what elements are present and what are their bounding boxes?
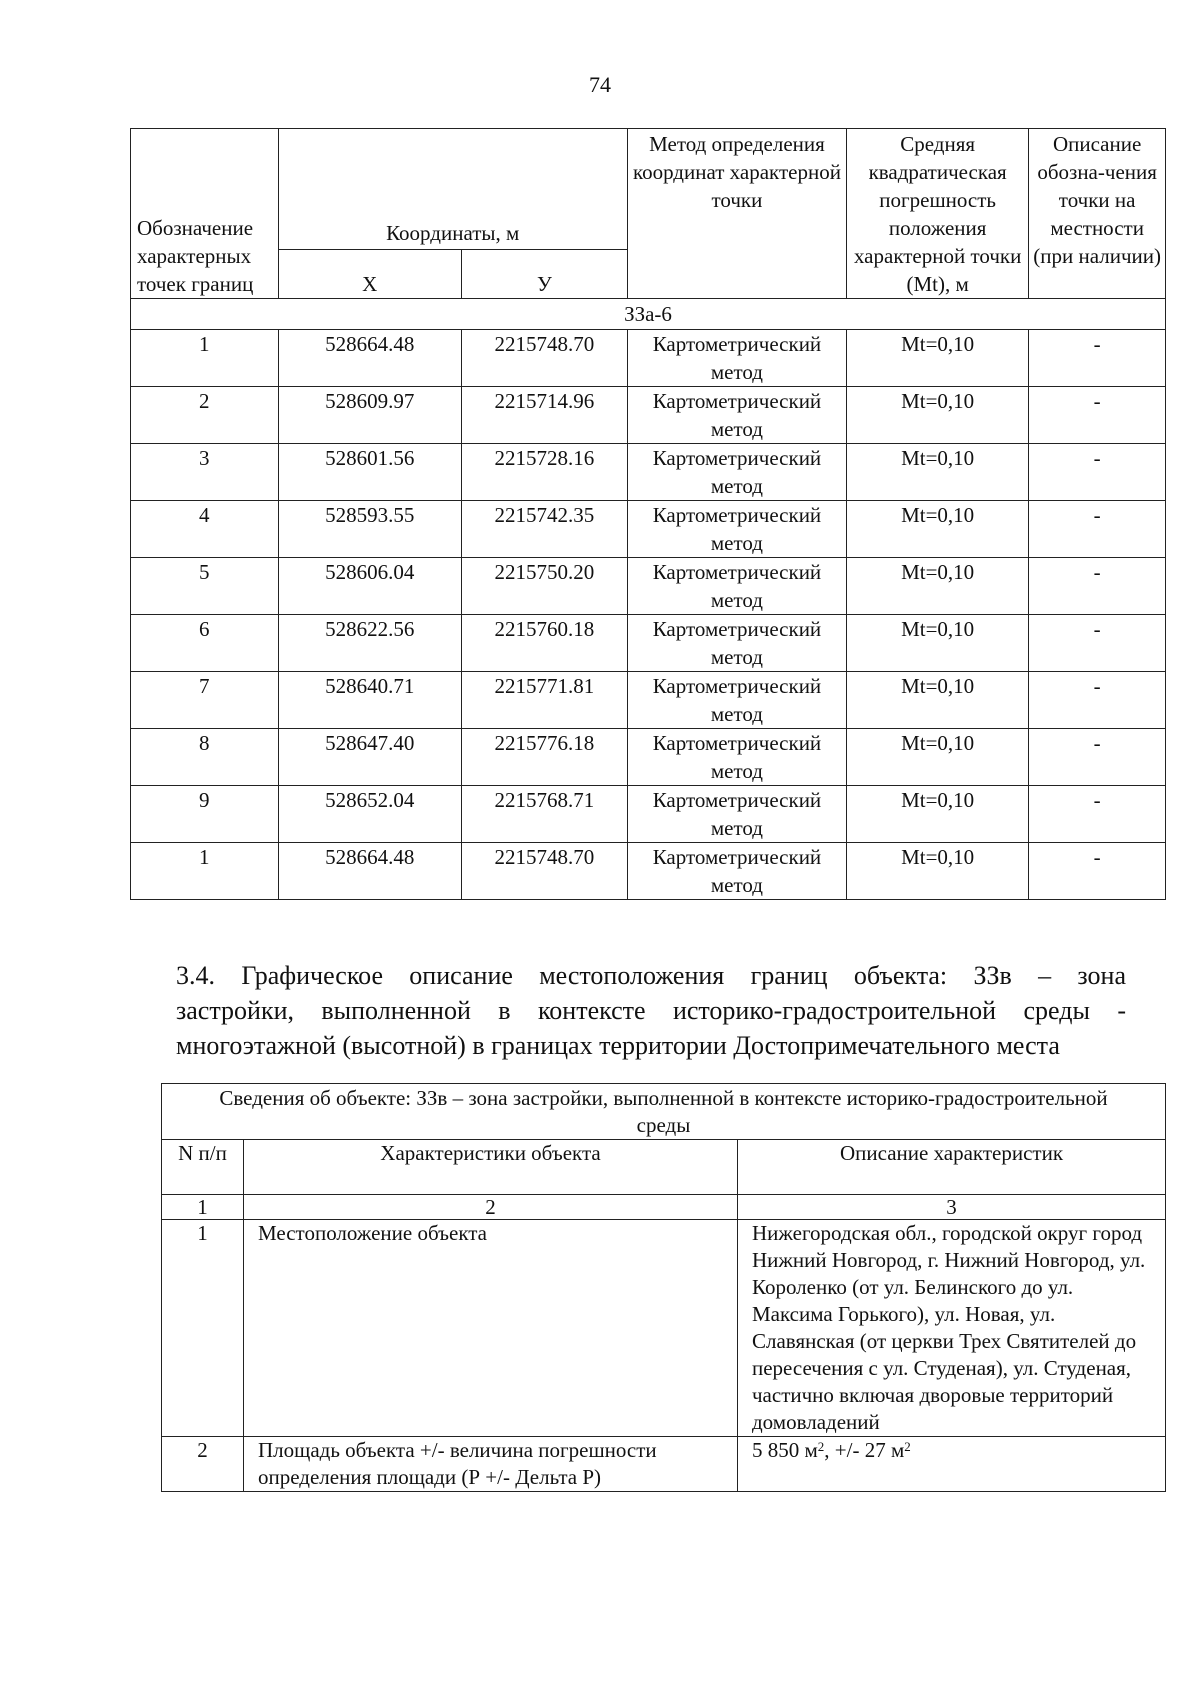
coord-x: 528593.55 (278, 501, 461, 558)
table-row (131, 387, 1166, 444)
row-number: 1 (162, 1220, 244, 1437)
coord-y: 2215748.70 (461, 330, 627, 387)
method: Картометрический метод (627, 558, 846, 615)
mean-error: Mt=0,10 (847, 729, 1029, 786)
characteristic: Местоположение объекта (244, 1220, 738, 1437)
coord-x: 528606.04 (278, 558, 461, 615)
column-index: 2 (244, 1195, 738, 1220)
coord-x: 528609.97 (278, 387, 461, 444)
object-info-table (161, 1083, 1166, 1492)
header-method: Метод определения координат характерной точки (627, 129, 846, 299)
coord-x: 528664.48 (278, 843, 461, 900)
point-description: - (1029, 615, 1166, 672)
header-characteristic: Характеристики объекта (244, 1140, 738, 1195)
coord-x: 528647.40 (278, 729, 461, 786)
method: Картометрический метод (627, 501, 846, 558)
table-row (131, 501, 1166, 558)
table-row (162, 1220, 1166, 1437)
point-description: - (1029, 330, 1166, 387)
row-number: 2 (162, 1437, 244, 1492)
table-row (131, 786, 1166, 843)
point-number: 7 (131, 672, 279, 729)
header-y: У (461, 250, 627, 299)
header-coordinates: Координаты, м (278, 129, 627, 250)
header-description: Описание характеристик (738, 1140, 1166, 1195)
area-value (738, 1437, 1166, 1492)
coord-x: 528640.71 (278, 672, 461, 729)
area-tolerance: , +/- 27 м (824, 1438, 905, 1462)
section-title: ЗЗа-6 (131, 299, 1166, 330)
coord-y: 2215750.20 (461, 558, 627, 615)
characteristic-description: Нижегородская обл., городской округ город Нижний Новгород, г. Нижний Новгород, ул. Короленко (от ул. Белинского до ул. Максима Горького), ул. Новая, ул. Славянская (от церкви Трех Святителей до пересечения с ул. Студеная), ул. Студеная, частично включая дворовые территорий домовладений (738, 1220, 1166, 1437)
mean-error: Mt=0,10 (847, 387, 1029, 444)
point-number: 3 (131, 444, 279, 501)
header-point-label: Обозначение характерных точек границ (131, 129, 279, 299)
table-row (131, 615, 1166, 672)
method: Картометрический метод (627, 615, 846, 672)
method: Картометрический метод (627, 330, 846, 387)
point-number: 1 (131, 330, 279, 387)
area-unit-superscript: 2 (817, 1439, 825, 1454)
method: Картометрический метод (627, 444, 846, 501)
section-heading (176, 958, 1126, 1063)
column-index: 3 (738, 1195, 1166, 1220)
page-number: 74 (589, 72, 611, 97)
tolerance-unit-superscript: 2 (904, 1439, 911, 1454)
point-number: 4 (131, 501, 279, 558)
table-row (131, 843, 1166, 900)
coord-y: 2215776.18 (461, 729, 627, 786)
mean-error: Mt=0,10 (847, 672, 1029, 729)
coord-x: 528652.04 (278, 786, 461, 843)
point-number: 9 (131, 786, 279, 843)
characteristic: Площадь объекта +/- величина погрешности определения площади (Р +/- Дельта Р) (244, 1437, 738, 1492)
point-number: 1 (131, 843, 279, 900)
point-description: - (1029, 729, 1166, 786)
heading-line: многоэтажной (высотной) в границах территории Достопримечательного места (176, 1031, 1060, 1060)
method: Картометрический метод (627, 729, 846, 786)
coord-x: 528601.56 (278, 444, 461, 501)
table-row (131, 444, 1166, 501)
header-point-description: Описание обозна-чения точки на местности (при наличии) (1029, 129, 1166, 299)
coord-y: 2215748.70 (461, 843, 627, 900)
coord-y: 2215760.18 (461, 615, 627, 672)
coord-y: 2215714.96 (461, 387, 627, 444)
coord-x: 528622.56 (278, 615, 461, 672)
coord-y: 2215768.71 (461, 786, 627, 843)
point-description: - (1029, 387, 1166, 444)
point-description: - (1029, 672, 1166, 729)
coordinates-table (130, 128, 1166, 900)
table-row (131, 330, 1166, 387)
table-row (131, 672, 1166, 729)
point-number: 5 (131, 558, 279, 615)
mean-error: Mt=0,10 (847, 615, 1029, 672)
coord-y: 2215771.81 (461, 672, 627, 729)
point-description: - (1029, 501, 1166, 558)
table-row (131, 729, 1166, 786)
coord-y: 2215728.16 (461, 444, 627, 501)
coord-y: 2215742.35 (461, 501, 627, 558)
header-mean-error: Средняя квадратическая погрешность положения характерной точки (Mt), м (847, 129, 1029, 299)
heading-line: застройки, выполненной в контексте историко-градостроительной среды - (176, 996, 1126, 1025)
point-description: - (1029, 558, 1166, 615)
point-description: - (1029, 843, 1166, 900)
table-caption: Сведения об объекте: ЗЗв – зона застройки, выполненной в контексте историко-градостроительной среды (162, 1084, 1166, 1140)
point-number: 2 (131, 387, 279, 444)
point-number: 6 (131, 615, 279, 672)
method: Картометрический метод (627, 387, 846, 444)
column-index: 1 (162, 1195, 244, 1220)
method: Картометрический метод (627, 786, 846, 843)
mean-error: Mt=0,10 (847, 558, 1029, 615)
mean-error: Mt=0,10 (847, 786, 1029, 843)
method: Картометрический метод (627, 843, 846, 900)
point-description: - (1029, 444, 1166, 501)
mean-error: Mt=0,10 (847, 843, 1029, 900)
header-row-number: N п/п (162, 1140, 244, 1195)
header-x: Х (278, 250, 461, 299)
mean-error: Mt=0,10 (847, 444, 1029, 501)
mean-error: Mt=0,10 (847, 330, 1029, 387)
table-row (162, 1437, 1166, 1492)
method: Картометрический метод (627, 672, 846, 729)
point-description: - (1029, 786, 1166, 843)
point-number: 8 (131, 729, 279, 786)
coord-x: 528664.48 (278, 330, 461, 387)
heading-line: 3.4. Графическое описание местоположения границ объекта: ЗЗв – зона (176, 961, 1126, 990)
table-row (131, 558, 1166, 615)
mean-error: Mt=0,10 (847, 501, 1029, 558)
area-number: 5 850 м (752, 1438, 818, 1462)
